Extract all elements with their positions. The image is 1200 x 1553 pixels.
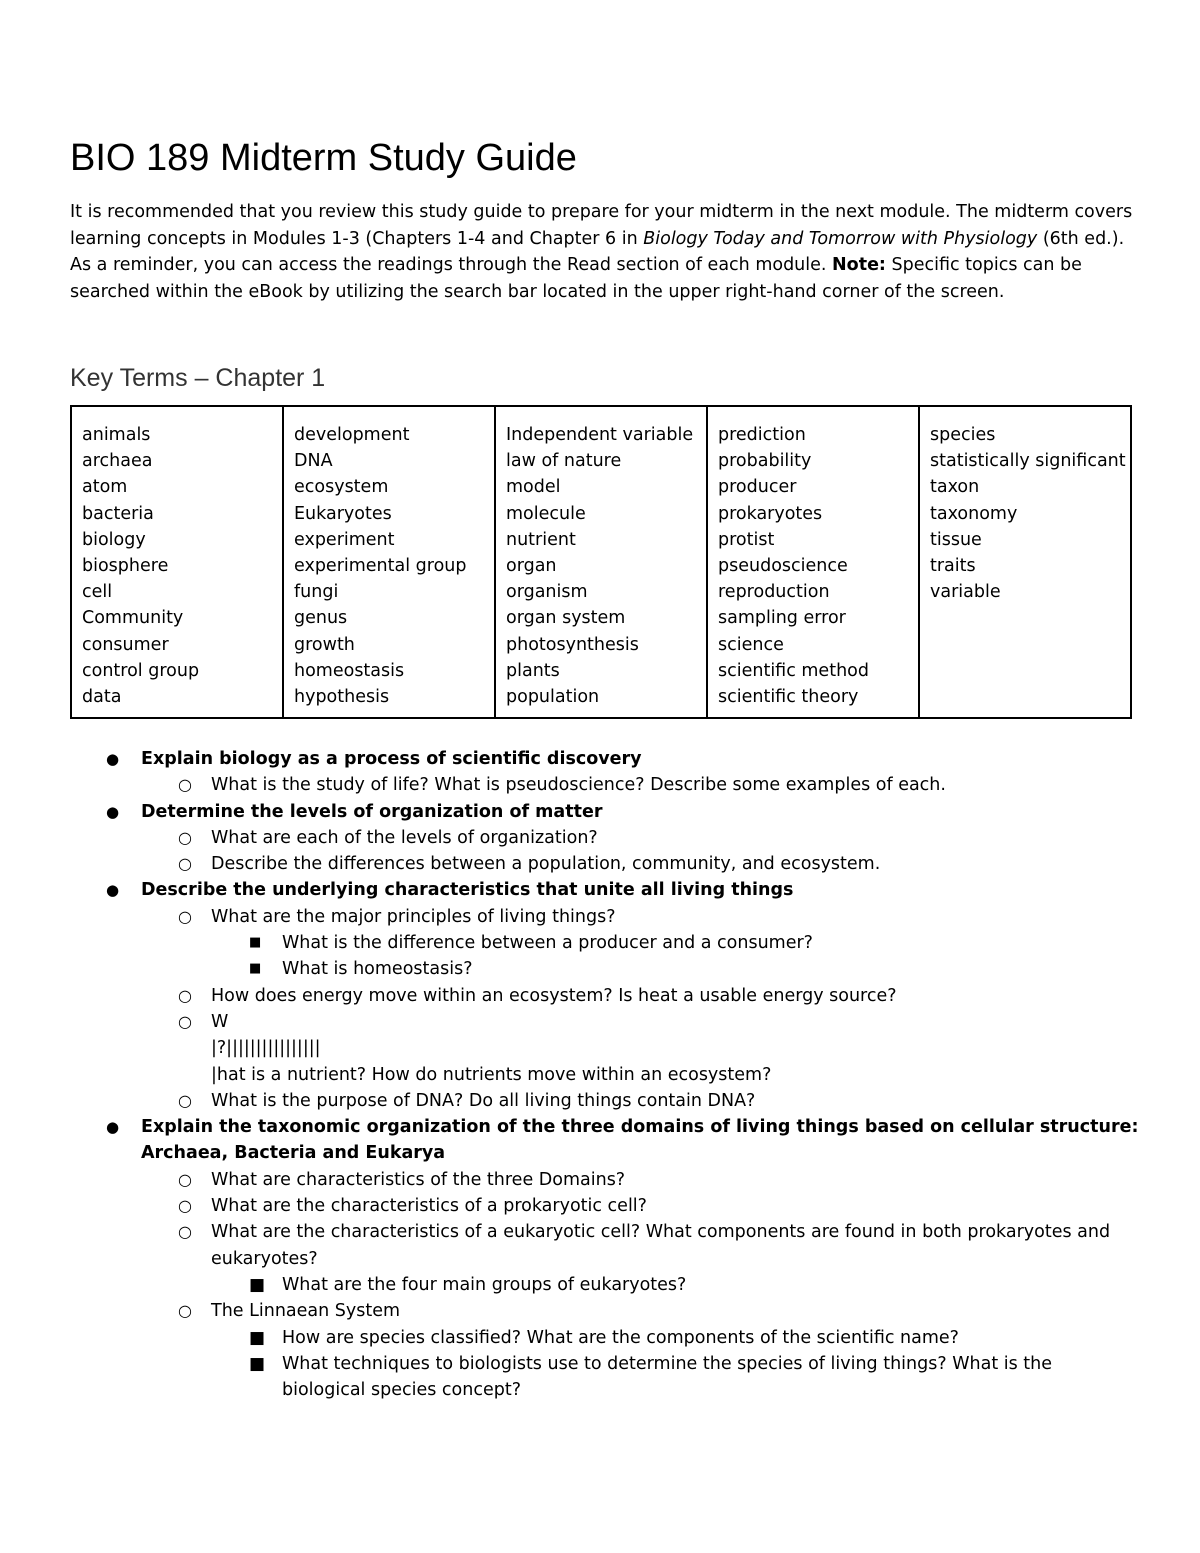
key-term: data (82, 687, 122, 708)
key-term: consumer (82, 634, 169, 655)
study-outline (0, 746, 1200, 1403)
key-term: nutrient (506, 529, 576, 550)
question-text: W (211, 1011, 229, 1032)
hollow-circle-bullet-icon: ○ (178, 1222, 192, 1242)
key-term: protist (718, 529, 775, 550)
key-terms-column-4 (707, 406, 919, 718)
key-term: Community (82, 608, 184, 629)
outline-question (0, 1298, 1200, 1324)
question-text: What are each of the levels of organization? (211, 827, 598, 848)
question-text: The Linnaean System (211, 1301, 401, 1322)
key-term: species (930, 425, 996, 445)
key-term: experimental group (294, 556, 467, 577)
question-text: What is the study of life? What is pseudoscience? Describe some examples of each. (211, 775, 946, 796)
key-term: probability (718, 451, 812, 472)
key-term: population (506, 687, 600, 708)
hollow-circle-bullet-icon: ○ (178, 1169, 192, 1189)
key-term: tissue (930, 529, 982, 550)
hollow-circle-bullet-icon: ○ (178, 1011, 192, 1031)
outline-question (0, 983, 1200, 1009)
filled-circle-bullet-icon: ● (106, 881, 120, 900)
intro-text: Specific topics can be searched within the eBook by utilizing the search bar located in the upper right-hand corner of the screen. (70, 255, 1082, 302)
subquestion-text: How are species classified? What are the components of the scientific name? (282, 1327, 959, 1348)
question-text: |hat is a nutrient? How do nutrients move within an ecosystem? (211, 1064, 772, 1085)
key-term: biology (82, 529, 146, 550)
hollow-circle-bullet-icon: ○ (178, 854, 192, 874)
key-term: reproduction (718, 582, 830, 603)
objective-text: Explain the taxonomic organization of the three domains of living things based on cellular structure: Archaea, Bacteria and Eukarya (141, 1117, 1139, 1164)
garbled-text: |?|||||||||||||||| (211, 1038, 321, 1059)
question-text: What are the characteristics of a prokaryotic cell? (211, 1196, 647, 1217)
key-term: statistically significant (930, 451, 1126, 472)
outline-question (0, 851, 1200, 877)
filled-circle-bullet-icon: ● (106, 750, 120, 768)
filled-circle-bullet-icon: ● (106, 802, 120, 821)
outline-question (0, 1088, 1200, 1114)
question-text: What are the characteristics of a eukaryotic cell? What components are found in both prokaryotes and eukaryotes? (211, 1222, 1111, 1269)
hollow-circle-bullet-icon: ○ (178, 775, 192, 795)
intro-line-1 (70, 199, 1134, 252)
key-term: plants (506, 660, 560, 681)
key-term: photosynthesis (506, 634, 639, 655)
key-term: DNA (294, 451, 333, 472)
key-term: animals (82, 425, 151, 445)
key-term: pseudoscience (718, 556, 848, 577)
section-heading: Key Terms – Chapter 1 (70, 364, 326, 392)
key-terms-column-3 (495, 406, 707, 718)
key-term: Eukaryotes (294, 503, 392, 524)
objective-text: Explain biology as a process of scientific discovery (141, 749, 642, 769)
intro-line-2 (70, 252, 1134, 305)
key-term: development (294, 425, 410, 445)
outline-question (0, 825, 1200, 851)
hollow-circle-bullet-icon: ○ (178, 985, 192, 1005)
key-term: fungi (294, 582, 339, 603)
intro-text: (6th ed.). (1037, 228, 1125, 249)
outline-subquestion (0, 1272, 1200, 1298)
outline-subquestion (0, 930, 1200, 956)
key-term: homeostasis (294, 660, 405, 681)
filled-circle-bullet-icon: ● (106, 1118, 120, 1137)
square-bullet-icon: ■ (249, 1274, 266, 1295)
key-term: bacteria (82, 503, 154, 524)
objective-text: Determine the levels of organization of matter (141, 801, 603, 822)
square-bullet-icon: ■ (249, 1327, 266, 1348)
key-terms-column-2 (283, 406, 495, 718)
key-term: producer (718, 477, 797, 498)
key-terms-row (71, 406, 1131, 718)
outline-subquestion (0, 956, 1200, 982)
key-term: atom (82, 477, 128, 498)
key-term: experiment (294, 529, 395, 550)
square-bullet-icon: ■ (249, 1353, 266, 1374)
outline-continuation (0, 1062, 1200, 1088)
objective-text: Describe the underlying characteristics that unite all living things (141, 880, 794, 901)
key-term: traits (930, 556, 976, 577)
outline-question (0, 904, 1200, 930)
key-term: scientific method (718, 660, 869, 681)
key-term: prediction (718, 425, 806, 445)
key-term: model (506, 477, 561, 498)
key-term: genus (294, 608, 348, 629)
key-term: scientific theory (718, 687, 859, 708)
key-term: organ system (506, 608, 626, 629)
key-terms-table (70, 405, 1132, 719)
key-term: biosphere (82, 556, 169, 577)
subquestion-text: What are the four main groups of eukaryotes? (282, 1274, 687, 1295)
key-term: growth (294, 634, 355, 655)
key-term: control group (82, 660, 200, 681)
key-term: variable (930, 582, 1001, 603)
intro-paragraph (70, 199, 1134, 305)
outline-question (0, 772, 1200, 798)
outline-objective (0, 746, 1200, 772)
subquestion-text: What techniques to biologists use to determine the species of living things? What is the biological species concept? (282, 1353, 1053, 1401)
intro-text: It is recommended that you review this study guide to prepare for your midterm in the next module. The midterm covers learning concepts in Modules 1-3 (Chapters 1-4 and Chapter 6 in (70, 202, 1133, 249)
key-term: ecosystem (294, 477, 389, 498)
question-text: What is the purpose of DNA? Do all living things contain DNA? (211, 1090, 756, 1111)
key-term: sampling error (718, 608, 846, 629)
subquestion-text: What is the difference between a producer and a consumer? (282, 933, 813, 954)
key-term: molecule (506, 503, 586, 524)
book-title: Biology Today and Tomorrow with Physiology (643, 228, 1038, 249)
key-term: taxonomy (930, 503, 1018, 524)
outline-objective (0, 877, 1200, 903)
key-term: cell (82, 582, 113, 603)
square-bullet-icon: ■ (249, 961, 262, 977)
key-term: prokaryotes (718, 503, 823, 524)
question-text: What are characteristics of the three Domains? (211, 1169, 626, 1190)
outline-question (0, 1009, 1200, 1035)
question-text: How does energy move within an ecosystem? Is heat a usable energy source? (211, 985, 897, 1006)
outline-objective (0, 799, 1200, 825)
outline-objective (0, 1114, 1200, 1167)
hollow-circle-bullet-icon: ○ (178, 1196, 192, 1216)
hollow-circle-bullet-icon: ○ (178, 1301, 192, 1321)
outline-continuation (0, 1035, 1200, 1061)
intro-text: As a reminder, you can access the readings through the Read section of each module. (70, 255, 833, 275)
key-term: hypothesis (294, 687, 390, 708)
outline-question (0, 1193, 1200, 1219)
key-term: Independent variable (506, 425, 694, 445)
square-bullet-icon: ■ (249, 935, 262, 951)
outline-question (0, 1167, 1200, 1193)
page-title: BIO 189 Midterm Study Guide (70, 137, 577, 179)
key-term: science (718, 634, 784, 655)
outline-question (0, 1219, 1200, 1272)
key-term: organ (506, 556, 557, 577)
question-text: What are the major principles of living things? (211, 906, 616, 927)
subquestion-text: What is homeostasis? (282, 959, 473, 980)
question-text: Describe the differences between a population, community, and ecosystem. (211, 854, 881, 875)
outline-subquestion (0, 1325, 1200, 1351)
key-terms-column-1 (71, 406, 283, 718)
key-term: taxon (930, 477, 980, 498)
note-label: Note: (832, 255, 886, 275)
key-terms-column-5 (919, 406, 1131, 718)
outline-subquestion (0, 1351, 1200, 1404)
key-term: archaea (82, 451, 153, 472)
key-term: law of nature (506, 451, 622, 472)
hollow-circle-bullet-icon: ○ (178, 906, 192, 926)
hollow-circle-bullet-icon: ○ (178, 827, 192, 847)
key-term: organism (506, 582, 588, 603)
hollow-circle-bullet-icon: ○ (178, 1090, 192, 1110)
